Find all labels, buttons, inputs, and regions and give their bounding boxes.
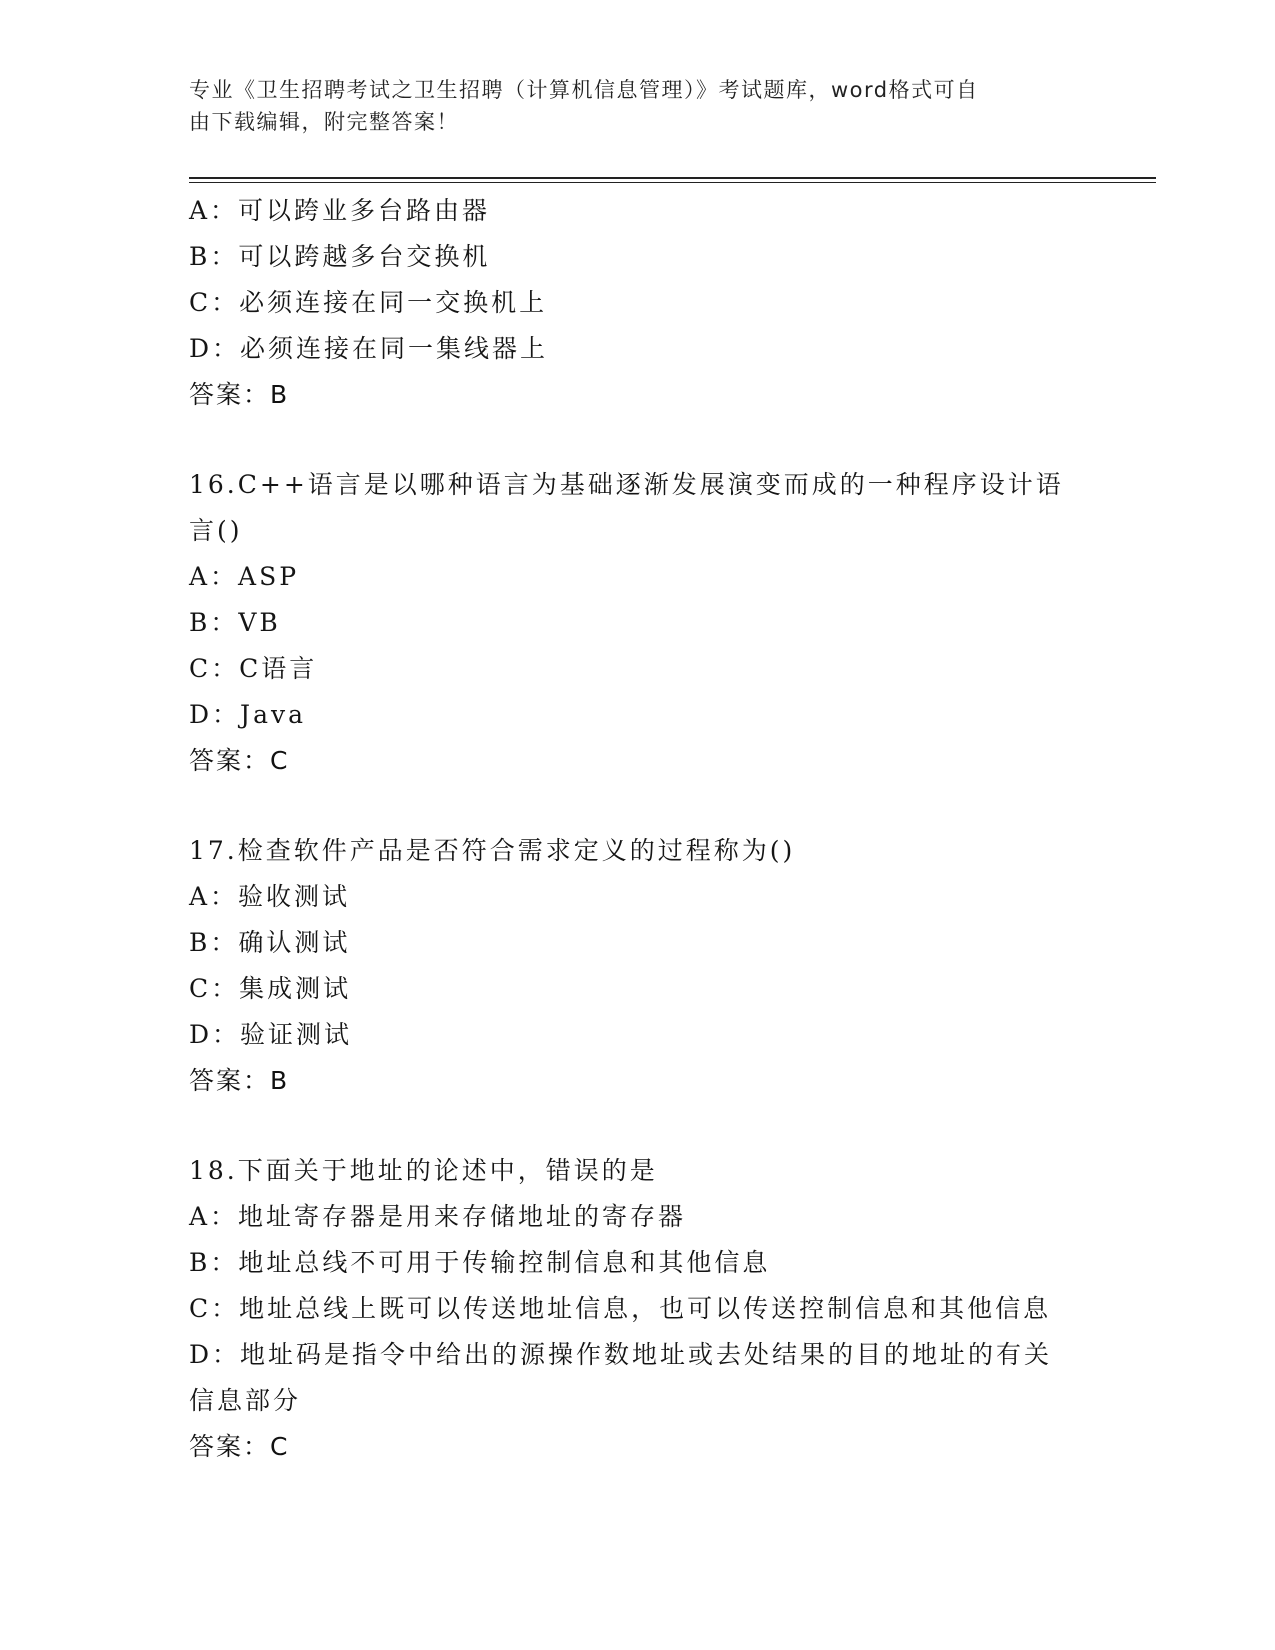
- option-c: C：C语言: [189, 654, 318, 683]
- question-list: [189, 188, 1089, 1470]
- question-16: [189, 462, 1089, 784]
- spacer: [189, 784, 1089, 828]
- answer: 答案：B: [189, 380, 290, 409]
- option-b: B：确认测试: [189, 928, 351, 957]
- question-stem: 16.C++语言是以哪种语言为基础逐渐发展演变而成的一种程序设计语: [189, 470, 1064, 499]
- option-c: C：地址总线上既可以传送地址信息，也可以传送控制信息和其他信息: [189, 1294, 1052, 1323]
- answer: 答案：C: [189, 1432, 290, 1461]
- header-line-1: 专业《卫生招聘考试之卫生招聘（计算机信息管理）》考试题库，word格式可自: [189, 78, 979, 102]
- answer: 答案：C: [189, 746, 290, 775]
- question-18: [189, 1148, 1089, 1470]
- spacer: [189, 1104, 1089, 1148]
- option-d: D：Java: [189, 700, 306, 729]
- option-c: C：必须连接在同一交换机上: [189, 288, 548, 317]
- option-a: A：ASP: [189, 562, 300, 591]
- option-a: A：可以跨业多台路由器: [189, 196, 491, 225]
- option-b: B：地址总线不可用于传输控制信息和其他信息: [189, 1248, 771, 1277]
- option-d: D：地址码是指令中给出的源操作数地址或去处结果的目的地址的有关: [189, 1340, 1053, 1369]
- question-stem: 18.下面关于地址的论述中，错误的是: [189, 1156, 658, 1185]
- header-divider-thin: [189, 182, 1156, 183]
- header-line-2: 由下载编辑，附完整答案！: [189, 110, 459, 134]
- option-d: D：验证测试: [189, 1020, 353, 1049]
- option-c: C：集成测试: [189, 974, 352, 1003]
- option-b: B：VB: [189, 608, 281, 637]
- question-15: [189, 188, 1089, 418]
- question-stem-continued: 言(): [189, 516, 243, 545]
- option-a: A：地址寄存器是用来存储地址的寄存器: [189, 1202, 687, 1231]
- header-divider-thick: [189, 177, 1156, 179]
- answer: 答案：B: [189, 1066, 290, 1095]
- question-stem: 17.检查软件产品是否符合需求定义的过程称为(): [189, 836, 796, 865]
- option-d-continued: 信息部分: [189, 1386, 302, 1415]
- option-d: D：必须连接在同一集线器上: [189, 334, 549, 363]
- question-17: [189, 828, 1089, 1104]
- option-a: A：验收测试: [189, 882, 351, 911]
- document-header: [189, 74, 1089, 138]
- option-b: B：可以跨越多台交换机: [189, 242, 491, 271]
- spacer: [189, 418, 1089, 462]
